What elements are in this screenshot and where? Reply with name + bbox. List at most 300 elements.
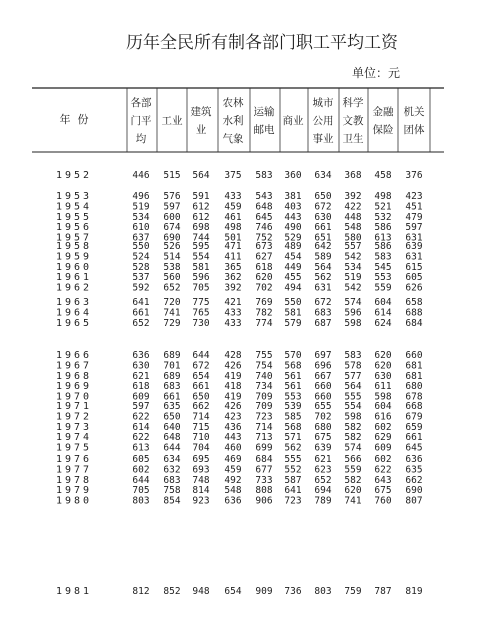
value-cell: 560 [163,272,181,284]
value-cell: 585 [284,411,302,423]
value-cell: 545 [374,261,392,273]
value-cell: 471 [224,241,242,252]
value-cell: 595 [192,241,210,252]
value-cell: 615 [405,261,423,273]
value-cell: 479 [405,211,423,223]
value-cell: 744 [192,232,210,244]
column-header-text: 机关 [403,106,425,118]
value-cell: 652 [163,282,181,294]
value-cell: 555 [284,454,302,465]
value-cell: 418 [224,381,242,393]
value-cell: 459 [224,464,242,476]
value-cell: 705 [192,282,210,294]
value-cell: 677 [255,464,273,476]
value-cell: 570 [284,350,302,361]
value-cell: 635 [163,401,181,412]
value-cell: 760 [374,495,392,507]
value-cell: 580 [344,232,362,244]
value-cell: 611 [374,381,392,393]
value-cell: 730 [192,317,210,329]
value-cell: 448 [344,211,362,223]
value-cell: 582 [344,421,362,433]
value-cell: 550 [284,297,302,308]
value-cell: 586 [374,241,392,252]
value-cell: 622 [374,464,392,476]
value-cell: 568 [284,421,302,433]
value-cell: 451 [405,201,423,213]
value-cell: 568 [284,360,302,372]
value-cell: 581 [192,261,210,273]
year-cell: 1971 [55,401,93,412]
value-cell: 631 [314,282,332,294]
value-cell: 583 [255,170,273,181]
value-cell: 705 [132,485,150,497]
value-cell: 461 [224,211,242,223]
value-cell: 634 [163,454,181,465]
value-cell: 641 [132,297,150,308]
value-cell: 460 [224,442,242,454]
year-cell: 1965 [55,317,93,329]
year-cell: 1980 [55,495,93,507]
column-header-text: 邮电 [253,124,275,136]
value-cell: 446 [132,170,150,181]
year-cell: 1954 [55,201,93,213]
value-cell: 419 [224,370,242,382]
value-cell: 579 [284,317,302,329]
value-cell: 736 [284,586,302,597]
column-header-text: 商业 [282,115,304,127]
value-cell: 636 [132,350,150,361]
value-cell: 496 [132,191,150,202]
value-cell: 526 [163,241,181,252]
value-cell: 704 [192,442,210,454]
value-cell: 695 [192,454,210,465]
value-cell: 529 [284,232,302,244]
value-cell: 662 [192,401,210,412]
value-cell: 542 [344,251,362,263]
value-cell: 812 [132,586,150,597]
value-cell: 532 [374,211,392,223]
value-cell: 553 [374,272,392,284]
value-cell: 693 [192,464,210,476]
value-cell: 660 [314,381,332,393]
value-cell: 498 [224,222,242,234]
value-cell: 650 [163,411,181,423]
value-cell: 582 [344,474,362,486]
year-cell: 1976 [55,454,93,465]
value-cell: 583 [344,350,362,361]
value-cell: 454 [284,251,302,263]
value-cell: 381 [284,191,302,202]
value-cell: 733 [255,474,273,486]
value-cell: 548 [344,222,362,234]
value-cell: 571 [284,432,302,444]
value-cell: 392 [344,191,362,202]
value-cell: 616 [374,411,392,423]
value-cell: 702 [255,282,273,294]
value-cell: 609 [374,442,392,454]
value-cell: 672 [192,360,210,372]
year-cell: 1973 [55,421,93,433]
value-cell: 612 [192,211,210,223]
value-cell: 720 [163,297,181,308]
value-cell: 583 [374,251,392,263]
value-cell: 661 [405,432,423,444]
year-cell: 1977 [55,464,93,476]
value-cell: 639 [405,241,423,252]
value-cell: 680 [405,381,423,393]
value-cell: 672 [314,297,332,308]
value-cell: 426 [224,401,242,412]
value-cell: 449 [284,261,302,273]
value-cell: 610 [132,222,150,234]
value-cell: 620 [255,272,273,284]
value-cell: 630 [132,360,150,372]
column-header-text: 农林 [222,97,244,109]
value-cell: 620 [374,360,392,372]
value-cell: 604 [374,297,392,308]
value-cell: 598 [344,411,362,423]
value-cell: 362 [224,272,242,284]
value-cell: 561 [284,381,302,393]
value-cell: 675 [314,432,332,444]
column-header-text: 城市 [312,97,334,109]
value-cell: 433 [224,307,242,319]
value-cell: 598 [344,317,362,329]
year-cell: 1970 [55,391,93,403]
column-headers [131,96,425,145]
value-cell: 490 [284,222,302,234]
year-cell: 1974 [55,432,93,444]
value-cell: 645 [255,211,273,223]
value-cell: 698 [192,222,210,234]
value-cell: 621 [132,370,150,382]
value-cell: 519 [132,201,150,213]
value-cell: 650 [192,391,210,403]
value-cell: 637 [132,232,150,244]
value-cell: 423 [405,191,423,202]
value-cell: 710 [192,432,210,444]
value-cell: 803 [314,586,332,597]
value-cell: 645 [405,442,423,454]
value-cell: 562 [284,442,302,454]
value-cell: 629 [374,432,392,444]
value-cell: 635 [405,464,423,476]
value-cell: 729 [163,317,181,329]
year-cell: 1958 [55,241,93,252]
value-cell: 539 [284,401,302,412]
value-cell: 643 [374,474,392,486]
value-cell: 690 [163,232,181,244]
value-cell: 765 [192,307,210,319]
value-cell: 630 [314,211,332,223]
column-header-text: 运输 [253,106,275,118]
year-cell: 1962 [55,282,93,294]
value-cell: 723 [255,411,273,423]
value-cell: 808 [255,485,273,497]
value-cell: 709 [255,401,273,412]
value-cell: 564 [192,170,210,181]
value-cell: 613 [374,232,392,244]
value-cell: 596 [344,307,362,319]
value-cell: 632 [163,464,181,476]
value-cell: 636 [224,495,242,507]
value-cell: 620 [344,485,362,497]
value-cell: 422 [344,201,362,213]
value-cell: 375 [224,170,242,181]
value-cell: 923 [192,495,210,507]
value-cell: 592 [132,282,150,294]
value-cell: 423 [224,411,242,423]
column-header-text: 团体 [403,124,425,136]
value-cell: 426 [224,360,242,372]
value-cell: 640 [163,421,181,433]
value-cell: 688 [405,307,423,319]
year-cell: 1979 [55,485,93,497]
year-cell: 1981 [55,586,93,597]
value-cell: 543 [255,191,273,202]
value-cell: 614 [132,421,150,433]
value-cell: 596 [192,272,210,284]
value-cell: 852 [163,586,181,597]
value-cell: 368 [344,170,362,181]
value-cell: 433 [224,317,242,329]
year-cell: 1975 [55,442,93,454]
value-cell: 622 [132,411,150,423]
value-cell: 597 [405,222,423,234]
value-cell: 697 [314,350,332,361]
value-cell: 723 [284,495,302,507]
value-cell: 519 [344,272,362,284]
value-cell: 602 [374,454,392,465]
value-cell: 675 [374,485,392,497]
value-cell: 684 [255,454,273,465]
value-cell: 521 [374,201,392,213]
column-header-text: 事业 [312,133,334,145]
value-cell: 715 [192,421,210,433]
value-cell: 550 [132,241,150,252]
year-cell: 1957 [55,232,93,244]
value-cell: 803 [132,495,150,507]
value-cell: 644 [132,474,150,486]
value-cell: 612 [192,201,210,213]
column-header-text: 科学 [342,97,364,109]
value-cell: 639 [314,442,332,454]
year-cell: 1963 [55,297,93,308]
value-cell: 687 [314,317,332,329]
value-cell: 642 [314,241,332,252]
year-cell: 1960 [55,261,93,273]
value-cell: 774 [255,317,273,329]
value-cell: 752 [255,232,273,244]
value-cell: 660 [314,391,332,403]
value-cell: 553 [284,391,302,403]
value-cell: 623 [314,464,332,476]
value-cell: 576 [163,191,181,202]
value-cell: 515 [163,170,181,181]
value-cell: 814 [192,485,210,497]
year-cell: 1966 [55,350,93,361]
value-cell: 654 [224,586,242,597]
value-cell: 648 [163,432,181,444]
value-cell: 365 [224,261,242,273]
value-cell: 683 [163,474,181,486]
value-cell: 787 [374,586,392,597]
value-cell: 661 [163,391,181,403]
year-cell: 1972 [55,411,93,423]
value-cell: 559 [374,282,392,294]
value-cell: 758 [163,485,181,497]
value-cell: 578 [344,360,362,372]
value-cell: 613 [132,442,150,454]
value-cell: 498 [374,191,392,202]
value-cell: 683 [314,307,332,319]
value-cell: 906 [255,495,273,507]
column-header-text: 建筑 [190,106,212,118]
value-cell: 602 [132,464,150,476]
year-cell: 1967 [55,360,93,372]
value-cell: 360 [284,170,302,181]
year-cell: 1968 [55,370,93,382]
value-cell: 586 [374,222,392,234]
value-cell: 554 [192,251,210,263]
value-cell: 458 [374,170,392,181]
value-cell: 622 [132,432,150,444]
value-cell: 443 [224,432,242,444]
value-cell: 433 [224,191,242,202]
value-cell: 443 [284,211,302,223]
value-cell: 819 [405,586,423,597]
value-cell: 562 [314,272,332,284]
value-cell: 376 [405,170,423,181]
value-cell: 630 [374,370,392,382]
value-cell: 714 [255,421,273,433]
value-cell: 620 [374,350,392,361]
column-header-text: 门平 [130,115,152,127]
value-cell: 600 [163,211,181,223]
value-cell: 690 [405,485,423,497]
value-cell: 411 [224,251,242,263]
value-cell: 501 [224,232,242,244]
value-cell: 679 [405,411,423,423]
column-header-text: 保险 [372,124,394,136]
value-cell: 534 [344,261,362,273]
value-cell: 574 [344,442,362,454]
value-cell: 566 [344,454,362,465]
value-cell: 658 [405,297,423,308]
value-cell: 469 [224,454,242,465]
value-cell: 604 [374,401,392,412]
value-cell: 660 [405,350,423,361]
column-header-text: 公用 [312,115,334,127]
value-cell: 564 [314,261,332,273]
value-cell: 564 [344,381,362,393]
value-cell: 681 [405,370,423,382]
value-cell: 557 [344,241,362,252]
year-cell: 1953 [55,191,93,202]
value-cell: 538 [163,261,181,273]
value-cell: 909 [255,586,273,597]
value-cell: 699 [255,442,273,454]
value-cell: 492 [224,474,242,486]
value-cell: 428 [224,350,242,361]
value-cell: 605 [132,454,150,465]
value-cell: 627 [255,251,273,263]
value-cell: 713 [255,432,273,444]
value-cell: 641 [284,485,302,497]
value-cell: 494 [284,282,302,294]
value-cell: 755 [255,350,273,361]
column-header-text: 业 [195,124,207,136]
value-cell: 789 [314,495,332,507]
value-cell: 775 [192,297,210,308]
value-cell: 548 [224,485,242,497]
value-cell: 655 [314,401,332,412]
value-cell: 673 [255,241,273,252]
value-cell: 537 [132,272,150,284]
column-header-text: 卫生 [342,133,364,145]
value-cell: 741 [344,495,362,507]
value-cell: 618 [132,381,150,393]
value-cell: 701 [163,360,181,372]
value-cell: 626 [405,282,423,294]
value-cell: 746 [255,222,273,234]
column-header-text: 均 [135,133,147,145]
value-cell: 552 [284,464,302,476]
value-cell: 524 [132,251,150,263]
column-header-text: 各部 [130,97,152,109]
value-cell: 598 [374,391,392,403]
value-cell: 605 [405,272,423,284]
value-cell: 634 [314,170,332,181]
value-cell: 514 [163,251,181,263]
value-cell: 609 [132,391,150,403]
value-cell: 748 [192,474,210,486]
value-cell: 459 [224,201,242,213]
value-cell: 631 [405,251,423,263]
value-cell: 680 [314,421,332,433]
value-cell: 681 [405,360,423,372]
value-cell: 436 [224,421,242,433]
value-cell: 714 [192,411,210,423]
value-cell: 661 [192,381,210,393]
value-cell: 644 [163,442,181,454]
year-cell: 1952 [55,170,93,181]
value-cell: 597 [132,401,150,412]
value-cell: 587 [284,474,302,486]
value-cell: 678 [405,391,423,403]
value-cell: 662 [405,474,423,486]
value-cell: 661 [314,222,332,234]
value-cell: 577 [344,370,362,382]
value-cell: 542 [344,282,362,294]
value-cell: 854 [163,495,181,507]
value-cell: 674 [163,222,181,234]
column-header-text: 水利 [222,115,244,127]
year-cell: 1978 [55,474,93,486]
value-cell: 782 [255,307,273,319]
value-cell: 574 [344,297,362,308]
value-cell: 392 [224,282,242,294]
value-cell: 561 [284,370,302,382]
value-cell: 759 [344,586,362,597]
value-cell: 696 [314,360,332,372]
value-cell: 528 [132,261,150,273]
value-cell: 684 [405,317,423,329]
value-cell: 741 [163,307,181,319]
value-cell: 582 [344,432,362,444]
value-cell: 683 [163,381,181,393]
